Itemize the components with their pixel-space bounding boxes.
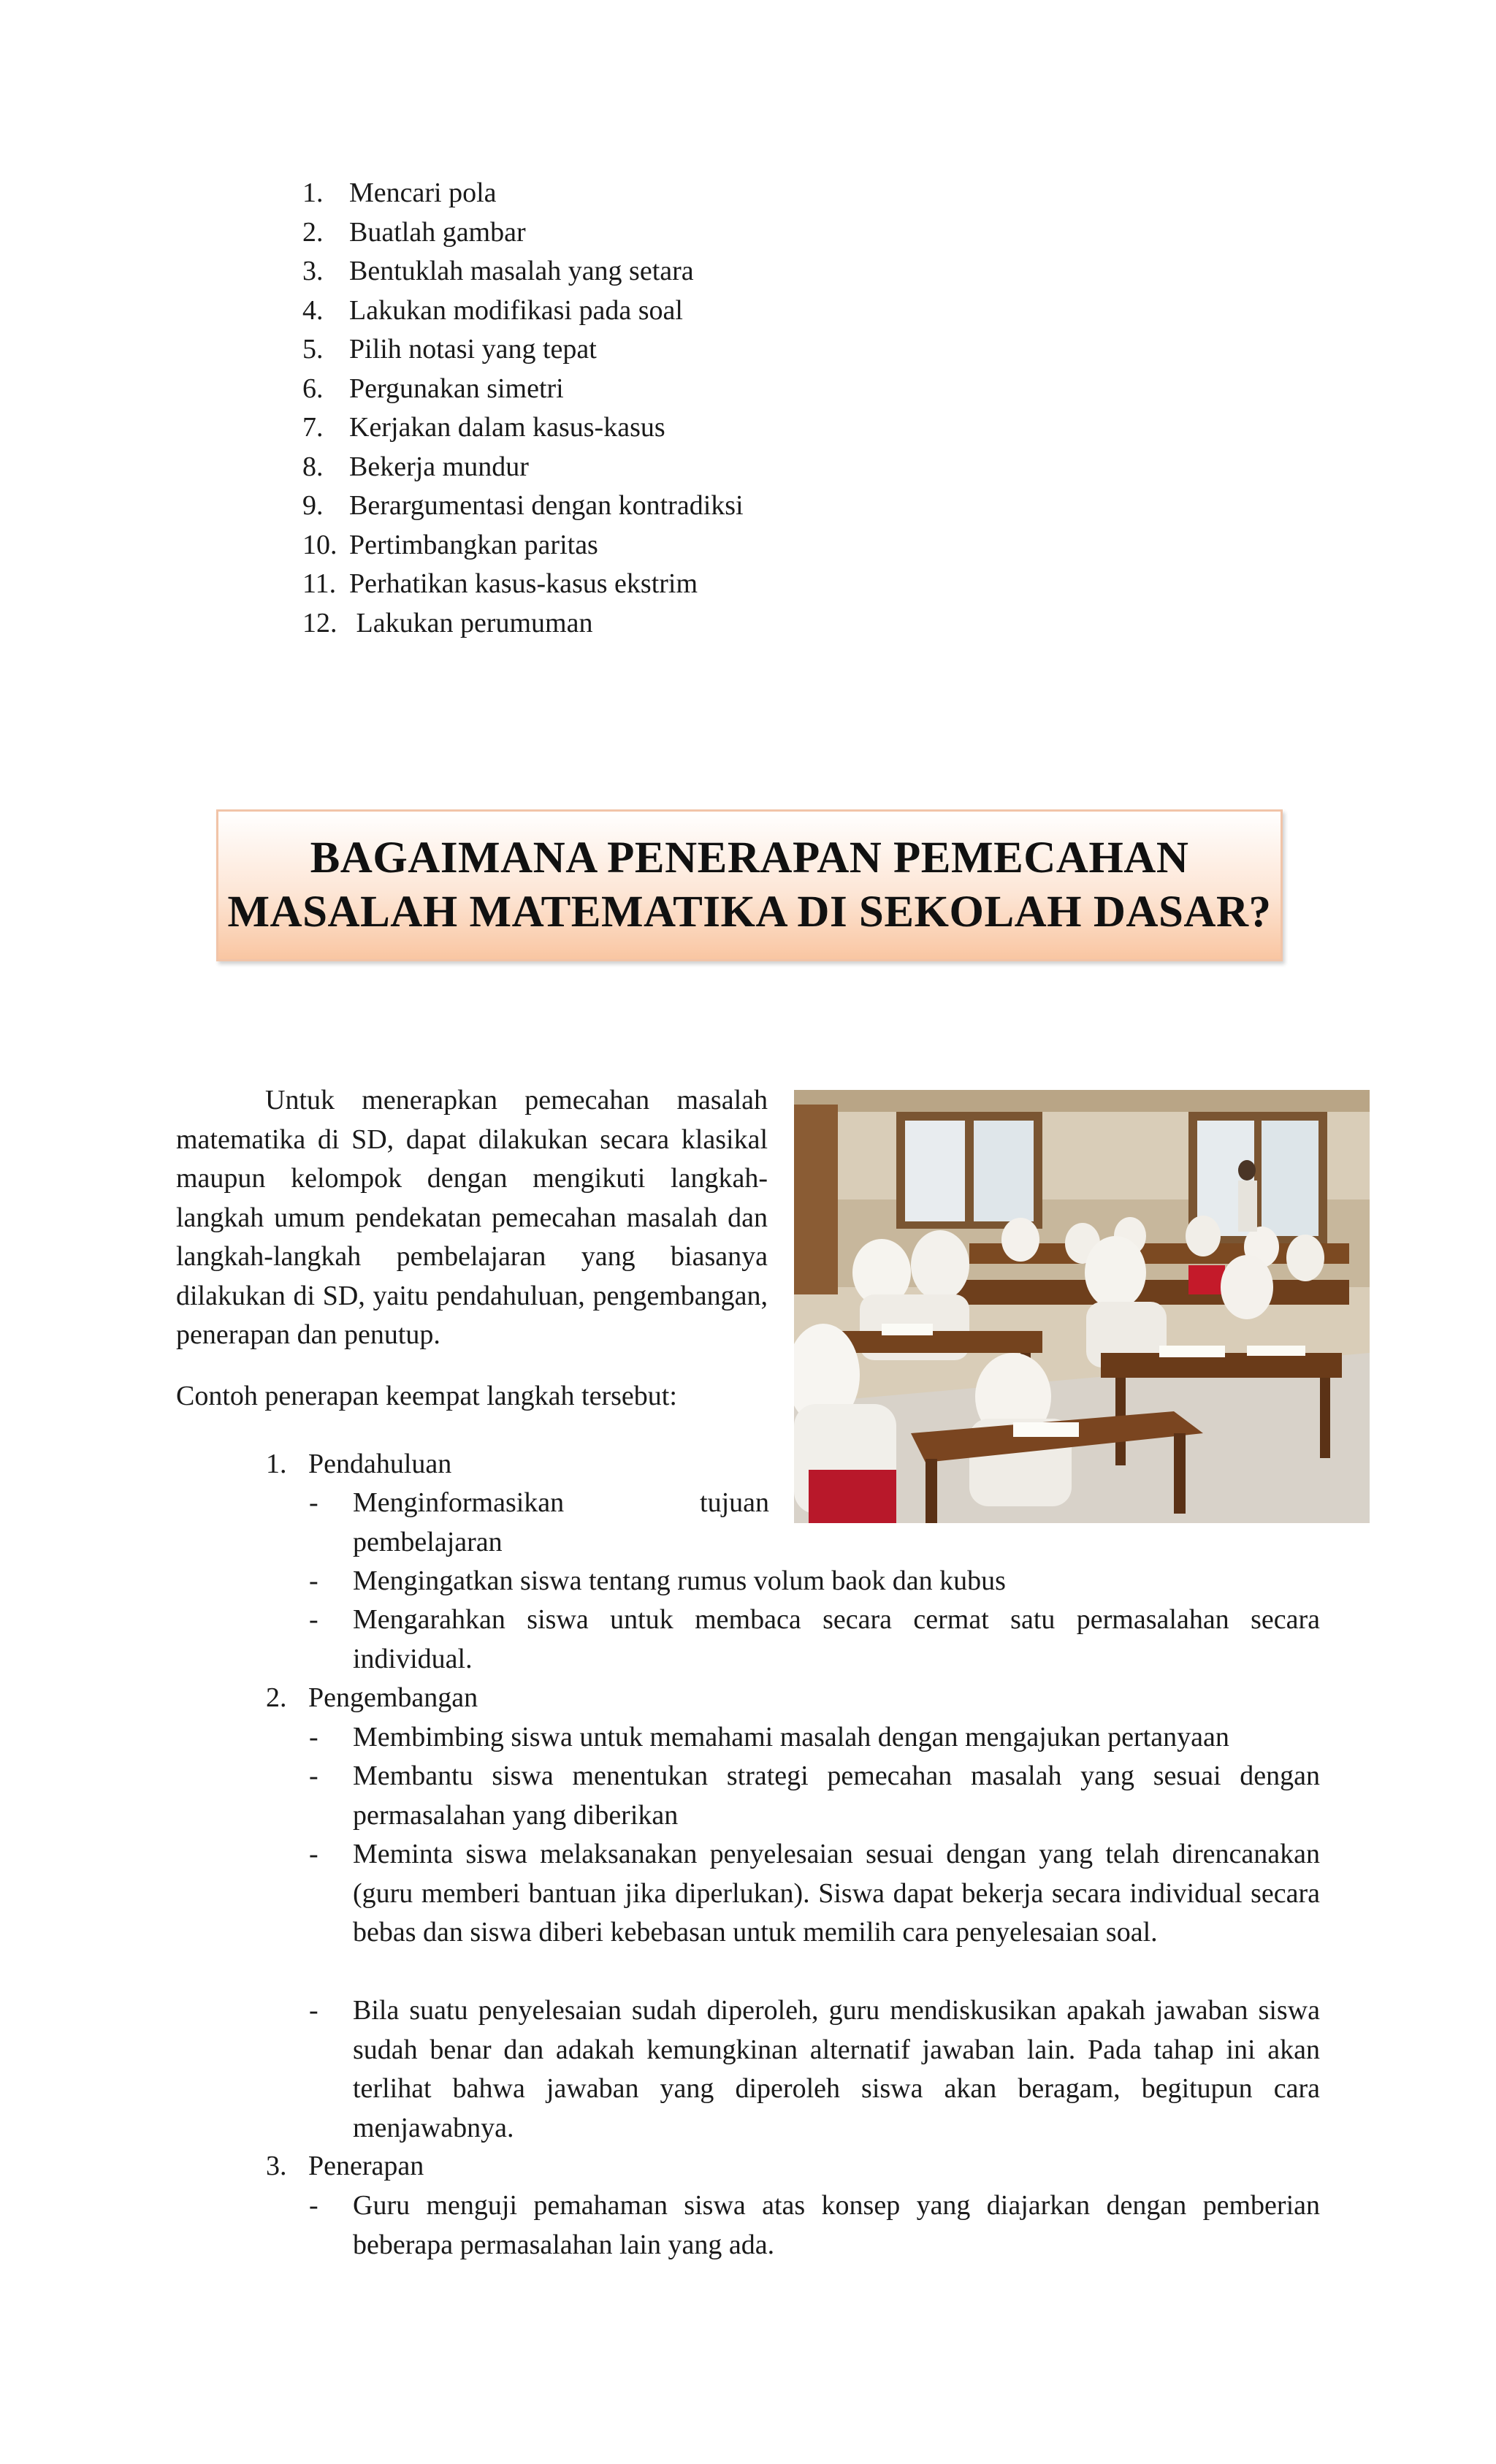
bullet-dash: -: [309, 1722, 318, 1752]
section-title-box: [216, 809, 1283, 961]
list-item: 7. Kerjakan dalam kasus-kasus: [302, 412, 665, 443]
list-item: 6. Pergunakan simetri: [302, 373, 564, 404]
step-bullet: Guru menguji pemahaman siswa atas konsep yang diajarkan dengan pemberian beberapa permasalahan lain yang ada.: [353, 2190, 1320, 2260]
list-item: 11. Perhatikan kasus-kasus ekstrim: [302, 568, 698, 599]
bullet-dash: -: [309, 1761, 318, 1791]
step-heading-penerapan: 3. Penerapan: [266, 2151, 424, 2181]
bullet-dash: -: [309, 2190, 318, 2221]
bullet-dash: -: [309, 1565, 318, 1596]
list-item: 12. Lakukan perumuman: [302, 607, 593, 638]
steps-lead-in: Contoh penerapan keempat langkah tersebut:: [176, 1381, 677, 1411]
step-bullet: Membimbing siswa untuk memahami masalah dengan mengajukan pertanyaan: [353, 1722, 1229, 1752]
step-bullet: Meminta siswa melaksanakan penyelesaian sesuai dengan yang telah direncanakan (guru memberi bantuan jika diperlukan). Siswa dapat bekerja secara individual secara bebas dan siswa diberi kebebasan untuk memilih cara penyelesaian soal.: [353, 1839, 1320, 1948]
section-title-line-1: BAGAIMANA PENERAPAN PEMECAHAN: [310, 834, 1189, 882]
step-bullet: Menginformasikan tujuan pembelajaran: [353, 1487, 769, 1557]
bullet-dash: -: [309, 1839, 318, 1869]
section-title-line-2: MASALAH MATEMATIKA DI SEKOLAH DASAR?: [227, 888, 1272, 937]
bullet-dash: -: [309, 1604, 318, 1635]
step-heading-pengembangan: 2. Pengembangan: [266, 1682, 478, 1713]
step-bullet: Mengarahkan siswa untuk membaca secara cermat satu permasalahan secara individual.: [353, 1604, 1320, 1674]
list-item: 8. Bekerja mundur: [302, 451, 529, 482]
strategy-list: [302, 174, 744, 643]
classroom-photo: [794, 1090, 1370, 1523]
intro-paragraph: Untuk menerapkan pemecahan masalah matematika di SD, dapat dilakukan secara klasikal maupun kelompok dengan mengikuti langkah-langkah umum pendekatan pemecahan masalah dan langkah-langkah pembelajaran yang biasanya dilakukan di SD, yaitu pendahuluan, pengembangan, penerapan dan penutup.: [176, 1085, 768, 1350]
list-item: 10. Pertimbangkan paritas: [302, 529, 598, 560]
step-bullet: Mengingatkan siswa tentang rumus volum baok dan kubus: [353, 1565, 1006, 1596]
list-item: 9. Berargumentasi dengan kontradiksi: [302, 490, 744, 521]
bullet-dash: -: [309, 1995, 318, 2026]
step-bullet: Bila suatu penyelesaian sudah diperoleh, guru mendiskusikan apakah jawaban siswa sudah benar dan adakah kemungkinan alternatif jawaban lain. Pada tahap ini akan terlihat bahwa jawaban yang diperoleh siswa akan beragam, begitupun cara menjawabnya.: [353, 1995, 1320, 2143]
list-item: 3. Bentuklah masalah yang setara: [302, 256, 694, 286]
list-item: 1. Mencari pola: [302, 178, 497, 208]
list-item: 4. Lakukan modifikasi pada soal: [302, 294, 683, 326]
classroom-photo-illustration: [794, 1090, 1370, 1523]
list-item: 2. Buatlah gambar: [302, 216, 526, 248]
step-bullet: Membantu siswa menentukan strategi pemecahan masalah yang sesuai dengan permasalahan yang diberikan: [353, 1761, 1320, 1831]
bullet-dash: -: [309, 1487, 318, 1518]
list-item: 5. Pilih notasi yang tepat: [302, 334, 597, 365]
step-heading-pendahuluan: 1. Pendahuluan: [266, 1449, 452, 1479]
